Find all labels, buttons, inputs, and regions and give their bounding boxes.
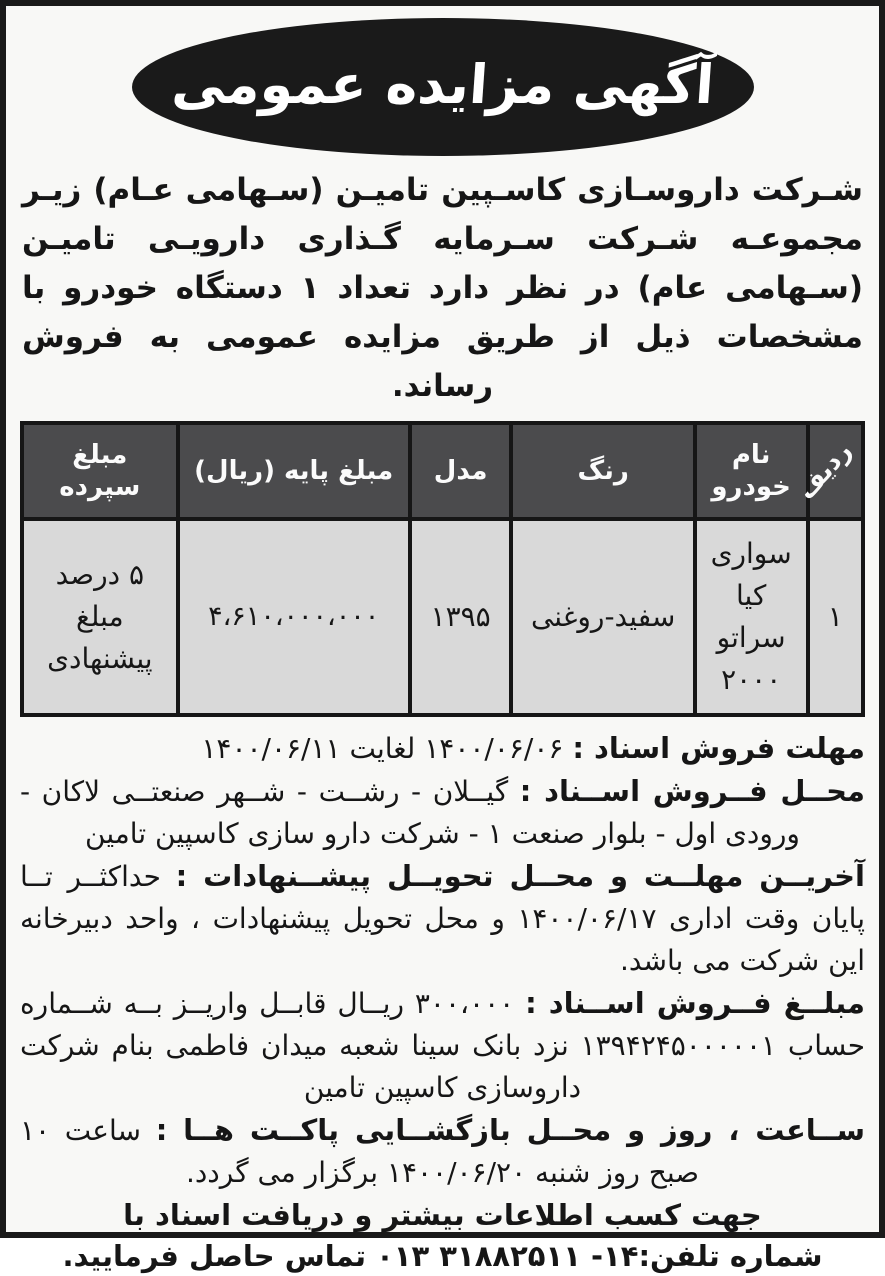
cell-deposit: ۵ درصد مبلغ پیشنهادی — [22, 519, 178, 715]
section-document-fee — [20, 982, 865, 1109]
section-document-fee-text: ۳۰۰،۰۰۰ ریــال قابــل واریــز بــه شــماره حساب ۱۳۹۴۲۴۵۰۰۰۰۰۱ نزد بانک سینا شعبه میدان فاطمی بنام شرکت داروسازی کاسپین تامین — [20, 987, 866, 1104]
intro-paragraph: شـرکت داروسـازی کاسـپین تامیـن (سـهامی عـام) زیـر مجموعـه شـرکت سـرمایه گـذاری دارویـی تامیـن (سـهامی عام) در نظر دارد تعداد ۱ دستگاه خودرو با مشخصات ذیل از طریق مزایده عمومی به فروش رساند. — [22, 172, 863, 404]
section-document-sale-location — [20, 770, 865, 855]
section-envelope-opening-text: ساعت ۱۰ صبح روز شنبه ۱۴۰۰/۰۶/۲۰ برگزار می گردد. — [20, 1114, 700, 1189]
section-document-sale-period-label: مهلت فروش اسناد : — [572, 731, 865, 765]
footer-more-info: جهت کسب اطلاعات بیشتر و دریافت اسناد با — [123, 1198, 762, 1232]
details-sections — [20, 727, 865, 1194]
col-header-base-price: مبلغ پایه (ریال) — [178, 423, 410, 519]
section-submission-deadline — [20, 855, 865, 982]
section-document-sale-location-text: گیــلان - رشــت - شــهر صنعتــی لاکان - ورودی اول - بلوار صنعت ۱ - شرکت دارو سازی کاسپین تامین — [20, 775, 800, 850]
section-document-fee-label: مبلــغ فــروش اســناد : — [525, 986, 865, 1020]
section-envelope-opening-label: ســاعت ، روز و محــل بازگشــایی پاکــت هــا : — [155, 1113, 865, 1147]
page-title: آگهی مزایده عمومی — [169, 52, 716, 116]
col-header-deposit: مبلغ سپرده — [22, 423, 178, 519]
col-header-model: مدل — [410, 423, 512, 519]
cell-vehicle-name: سواری کیا سراتو ۲۰۰۰ — [695, 519, 808, 715]
table-header-row — [22, 423, 863, 519]
col-header-row-number — [790, 423, 864, 519]
cell-base-price: ۴،۶۱۰،۰۰۰،۰۰۰ — [178, 519, 410, 715]
section-document-sale-period-text: ۱۴۰۰/۰۶/۰۶ لغایت ۱۴۰۰/۰۶/۱۱ — [201, 732, 564, 765]
title-banner — [132, 18, 754, 156]
section-submission-deadline-label: آخریــن مهلــت و محــل تحویــل پیشــنهادات : — [175, 859, 865, 893]
cell-row-number: ۱ — [808, 519, 864, 715]
section-submission-deadline-text: حداکثــر تــا پایان وقت اداری ۱۴۰۰/۰۶/۱۷ و محل تحویل پیشنهادات ، واحد دبیرخانه این شرکت می باشد. — [20, 860, 865, 977]
cell-model: ۱۳۹۵ — [410, 519, 512, 715]
col-header-color: رنگ — [511, 423, 694, 519]
cell-color: سفید-روغنی — [511, 519, 694, 715]
section-document-sale-period — [20, 727, 865, 770]
section-envelope-opening — [20, 1109, 865, 1194]
col-header-vehicle-name: نام خودرو — [695, 423, 808, 519]
col-header-row-number-label: ردیف — [790, 435, 857, 505]
vehicle-table — [20, 421, 865, 717]
footer-phone-number: شماره تلفن:۱۴- ۳۱۸۸۲۵۱۱ ۰۱۳ تماس حاصل فرمایید. — [62, 1239, 823, 1273]
section-document-sale-location-label: محــل فــروش اســناد : — [519, 774, 865, 808]
table-row — [22, 519, 863, 715]
